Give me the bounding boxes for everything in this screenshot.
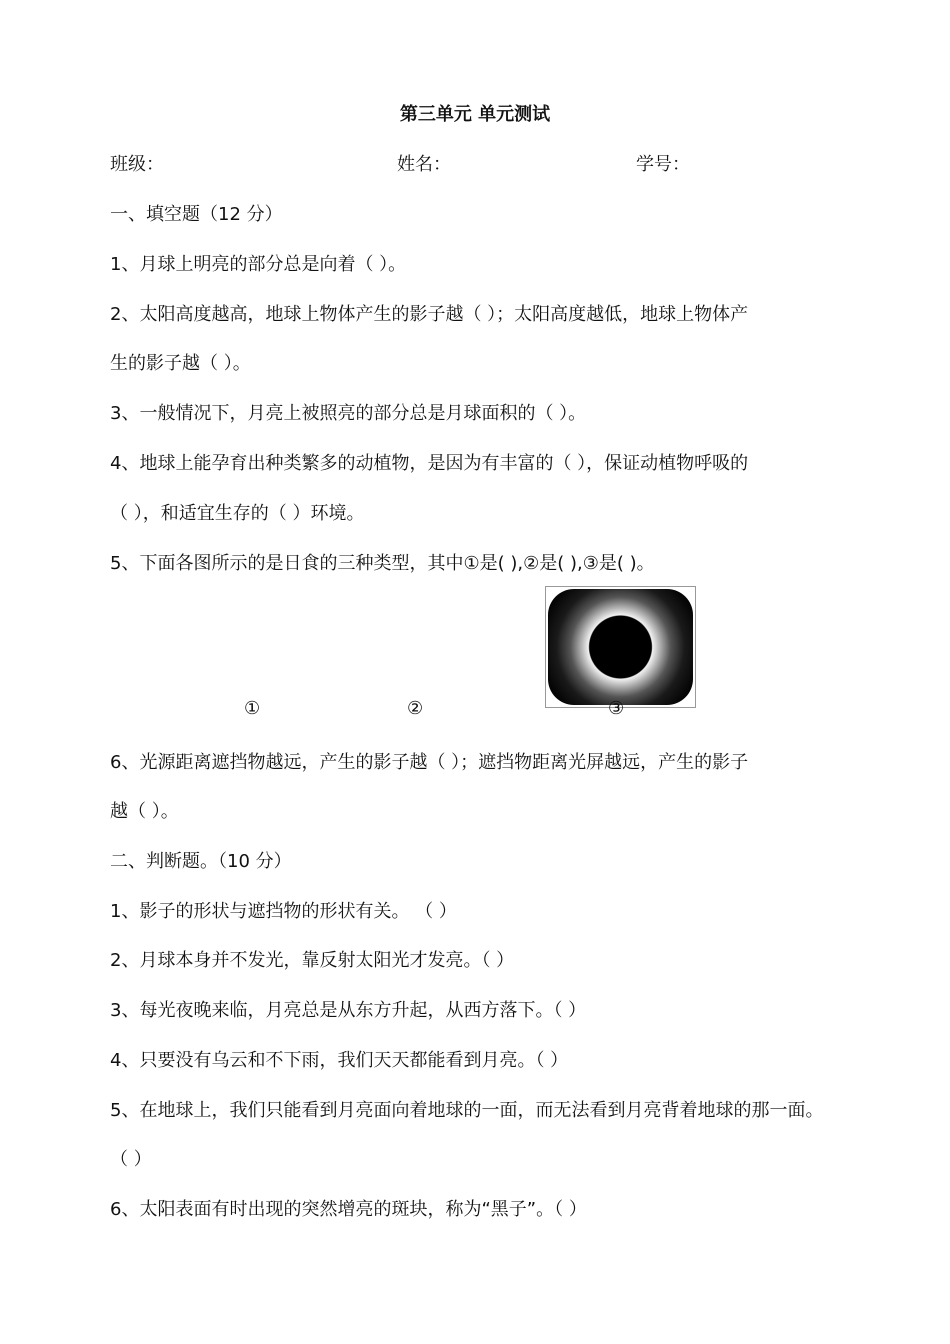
class-label: 班级： — [110, 154, 164, 175]
fill-question-6-line-2: 越（ ）。 — [110, 801, 179, 822]
section2-heading: 二、判断题。（10 分） — [110, 851, 292, 872]
fill-question-2-line-2: 生的影子越（ ）。 — [110, 353, 251, 374]
judge-question-6: 6、太阳表面有时出现的突然增亮的斑块，称为“黑子”。（ ） — [110, 1199, 587, 1220]
judge-question-4: 4、只要没有乌云和不下雨，我们天天都能看到月亮。（ ） — [110, 1050, 569, 1071]
judge-question-3: 3、每光夜晚来临，月亮总是从东方升起，从西方落下。（ ） — [110, 1000, 587, 1021]
fill-question-5: 5、下面各图所示的是日食的三种类型，其中①是( ),②是( ),③是( )。 — [110, 553, 655, 574]
student-id-label: 学号： — [636, 154, 690, 175]
eclipse-corona — [548, 589, 693, 705]
judge-question-5-line-2: （ ） — [110, 1149, 152, 1170]
figure-label-2: ② — [407, 698, 424, 719]
fill-question-4-line-1: 4、地球上能孕育出种类繁多的动植物，是因为有丰富的（ ），保证动植物呼吸的 — [110, 453, 749, 474]
figure-label-1: ① — [244, 698, 261, 719]
page-title: 第三单元 单元测试 — [399, 104, 551, 125]
fill-question-3: 3、一般情况下，月亮上被照亮的部分总是月球面积的（ ）。 — [110, 403, 587, 424]
fill-question-1: 1、月球上明亮的部分总是向着（ ）。 — [110, 254, 407, 275]
total-eclipse-image — [545, 586, 696, 708]
judge-question-5-line-1: 5、在地球上，我们只能看到月亮面向着地球的一面，而无法看到月亮背着地球的那一面。 — [110, 1100, 824, 1121]
judge-question-2: 2、月球本身并不发光，靠反射太阳光才发亮。（ ） — [110, 950, 515, 971]
fill-question-4-line-2: （ ），和适宜生存的（ ）环境。 — [110, 503, 365, 524]
figure-label-3: ③ — [608, 698, 625, 719]
judge-question-1: 1、影子的形状与遮挡物的形状有关。 （ ） — [110, 901, 457, 922]
fill-question-6-line-1: 6、光源距离遮挡物越远，产生的影子越（ ）；遮挡物距离光屏越远，产生的影子 — [110, 752, 749, 773]
fill-question-2-line-1: 2、太阳高度越高，地球上物体产生的影子越（ ）；太阳高度越低，地球上物体产 — [110, 304, 749, 325]
section1-heading: 一、填空题（12 分） — [110, 204, 283, 225]
name-label: 姓名： — [397, 154, 451, 175]
